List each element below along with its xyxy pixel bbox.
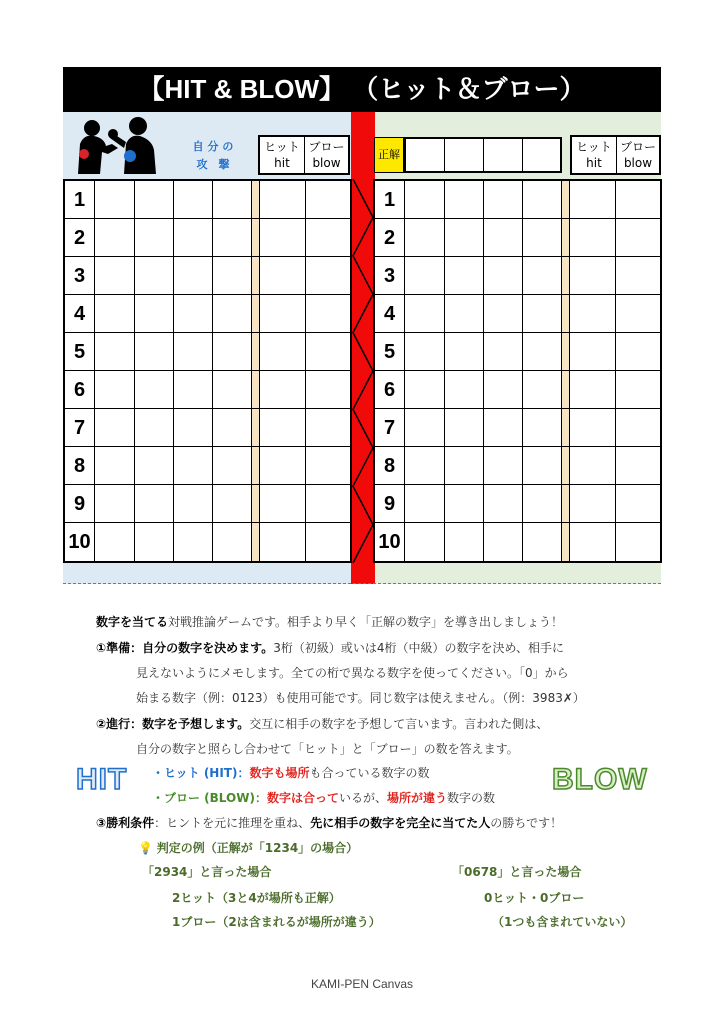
left-row-number: 1 [65, 181, 95, 218]
left-grid-row[interactable] [65, 333, 350, 371]
left-grid-row[interactable] [65, 257, 350, 295]
left-grid-row[interactable] [65, 409, 350, 447]
left-grid-separator [251, 485, 259, 522]
boxers-illustration [66, 114, 176, 174]
left-grid-row[interactable] [65, 447, 350, 485]
right-hit-header: ヒット hit [572, 137, 617, 173]
right-blow-header: ブロー blow [619, 140, 656, 170]
right-row-number: 4 [375, 295, 405, 332]
my-attack-label-1: 自 分 の [192, 140, 234, 153]
right-grid-separator [561, 181, 569, 218]
hit-logo: HIT [76, 763, 128, 796]
left-grid-separator [251, 409, 259, 446]
step3-heading: ③勝利条件：ヒントを元に推理を重ね、先に相手の数字を完全に当てた人の勝ちです！ [96, 816, 563, 830]
right-row-number: 6 [375, 371, 405, 408]
left-grid-separator [251, 371, 259, 408]
example2-note: （1つも含まれていない） [492, 915, 633, 929]
cut-line [63, 583, 661, 584]
right-grid-separator [561, 523, 569, 561]
left-hit-header: ヒット hit [260, 137, 305, 173]
left-grid-separator [251, 257, 259, 294]
left-guess-grid[interactable] [63, 179, 352, 563]
left-grid-separator [251, 447, 259, 484]
right-grid-row[interactable] [375, 333, 660, 371]
divider-zigzag [351, 179, 375, 563]
lightbulb-icon: 💡 [138, 841, 153, 855]
step1-heading: ①準備：自分の数字を決めます。3桁（初級）或いは4桁（中級）の数字を決め、相手に [96, 641, 564, 655]
left-grid-row[interactable] [65, 485, 350, 523]
left-row-number: 10 [65, 523, 95, 561]
example1-said: 「2934」と言った場合 [142, 865, 272, 879]
right-grid-row[interactable] [375, 485, 660, 523]
my-attack-label-2: 攻 撃 [196, 158, 230, 171]
right-row-number: 5 [375, 333, 405, 370]
right-grid-separator [561, 219, 569, 256]
right-guess-grid[interactable] [373, 179, 662, 563]
step1-line2: 見えないようにメモします。全ての桁で異なる数字を使ってください。「0」から [136, 666, 569, 680]
step2-heading: ②進行：数字を予想します。交互に相手の数字を予想して言います。言われた側は、 [96, 717, 549, 731]
right-grid-separator [561, 485, 569, 522]
intro-text: 数字を当てる対戦推論ゲームです。相手より早く「正解の数字」を導き出しましょう！ [96, 615, 564, 629]
left-grid-row[interactable] [65, 181, 350, 219]
example2-said: 「0678」と言った場合 [452, 865, 582, 879]
left-score-header [258, 135, 350, 175]
left-row-number: 5 [65, 333, 95, 370]
right-row-number: 9 [375, 485, 405, 522]
right-grid-row[interactable] [375, 447, 660, 485]
left-grid-row[interactable] [65, 219, 350, 257]
right-grid-separator [561, 333, 569, 370]
left-grid-separator [251, 333, 259, 370]
left-grid-separator [251, 523, 259, 561]
example-title: 💡 判定の例（正解が「1234」の場合） [138, 841, 359, 855]
page-title: 【HIT & BLOW】 （ヒット＆ブロー） [63, 67, 661, 112]
right-grid-row[interactable] [375, 257, 660, 295]
left-grid-row[interactable] [65, 523, 350, 561]
step1-line3: 始まる数字（例：0123）も使用可能です。同じ数字は使えません。（例：3983✗） [136, 691, 585, 705]
left-grid-separator [251, 219, 259, 256]
example2-result: 0ヒット・0ブロー [484, 891, 585, 905]
right-grid-row[interactable] [375, 181, 660, 219]
example1-hit: 2ヒット（3と4が場所も正解） [172, 891, 341, 905]
right-grid-row[interactable] [375, 371, 660, 409]
answer-boxes[interactable] [404, 137, 562, 173]
right-grid-separator [561, 257, 569, 294]
hit-definition: ・ヒット (HIT)：数字も場所も合っている数字の数 [152, 766, 430, 780]
left-grid-row[interactable] [65, 295, 350, 333]
left-row-number: 7 [65, 409, 95, 446]
right-row-number: 1 [375, 181, 405, 218]
left-blow-header: ブロー blow [308, 140, 345, 170]
left-grid-separator [251, 181, 259, 218]
example1-blow: 1ブロー（2は含まれるが場所が違う） [172, 915, 381, 929]
blow-definition: ・ブロー (BLOW)：数字は合っているが、場所が違う数字の数 [152, 791, 496, 805]
right-grid-row[interactable] [375, 523, 660, 561]
right-grid-separator [561, 447, 569, 484]
left-row-number: 2 [65, 219, 95, 256]
left-row-number: 3 [65, 257, 95, 294]
right-grid-row[interactable] [375, 219, 660, 257]
blow-logo: BLOW [552, 763, 648, 796]
right-grid-row[interactable] [375, 409, 660, 447]
right-row-number: 3 [375, 257, 405, 294]
step2-line2: 自分の数字と照らし合わせて「ヒット」と「ブロー」の数を答えます。 [136, 742, 519, 756]
right-grid-separator [561, 295, 569, 332]
left-grid-separator [251, 295, 259, 332]
right-row-number: 7 [375, 409, 405, 446]
right-score-header [570, 135, 661, 175]
left-grid-row[interactable] [65, 371, 350, 409]
left-row-number: 4 [65, 295, 95, 332]
right-row-number: 10 [375, 523, 405, 561]
right-grid-separator [561, 409, 569, 446]
answer-label: 正解 [374, 137, 404, 173]
right-grid-row[interactable] [375, 295, 660, 333]
left-row-number: 6 [65, 371, 95, 408]
footer-credit: KAMI-PEN Canvas [310, 977, 414, 991]
right-row-number: 2 [375, 219, 405, 256]
left-row-number: 9 [65, 485, 95, 522]
right-row-number: 8 [375, 447, 405, 484]
left-row-number: 8 [65, 447, 95, 484]
right-grid-separator [561, 371, 569, 408]
